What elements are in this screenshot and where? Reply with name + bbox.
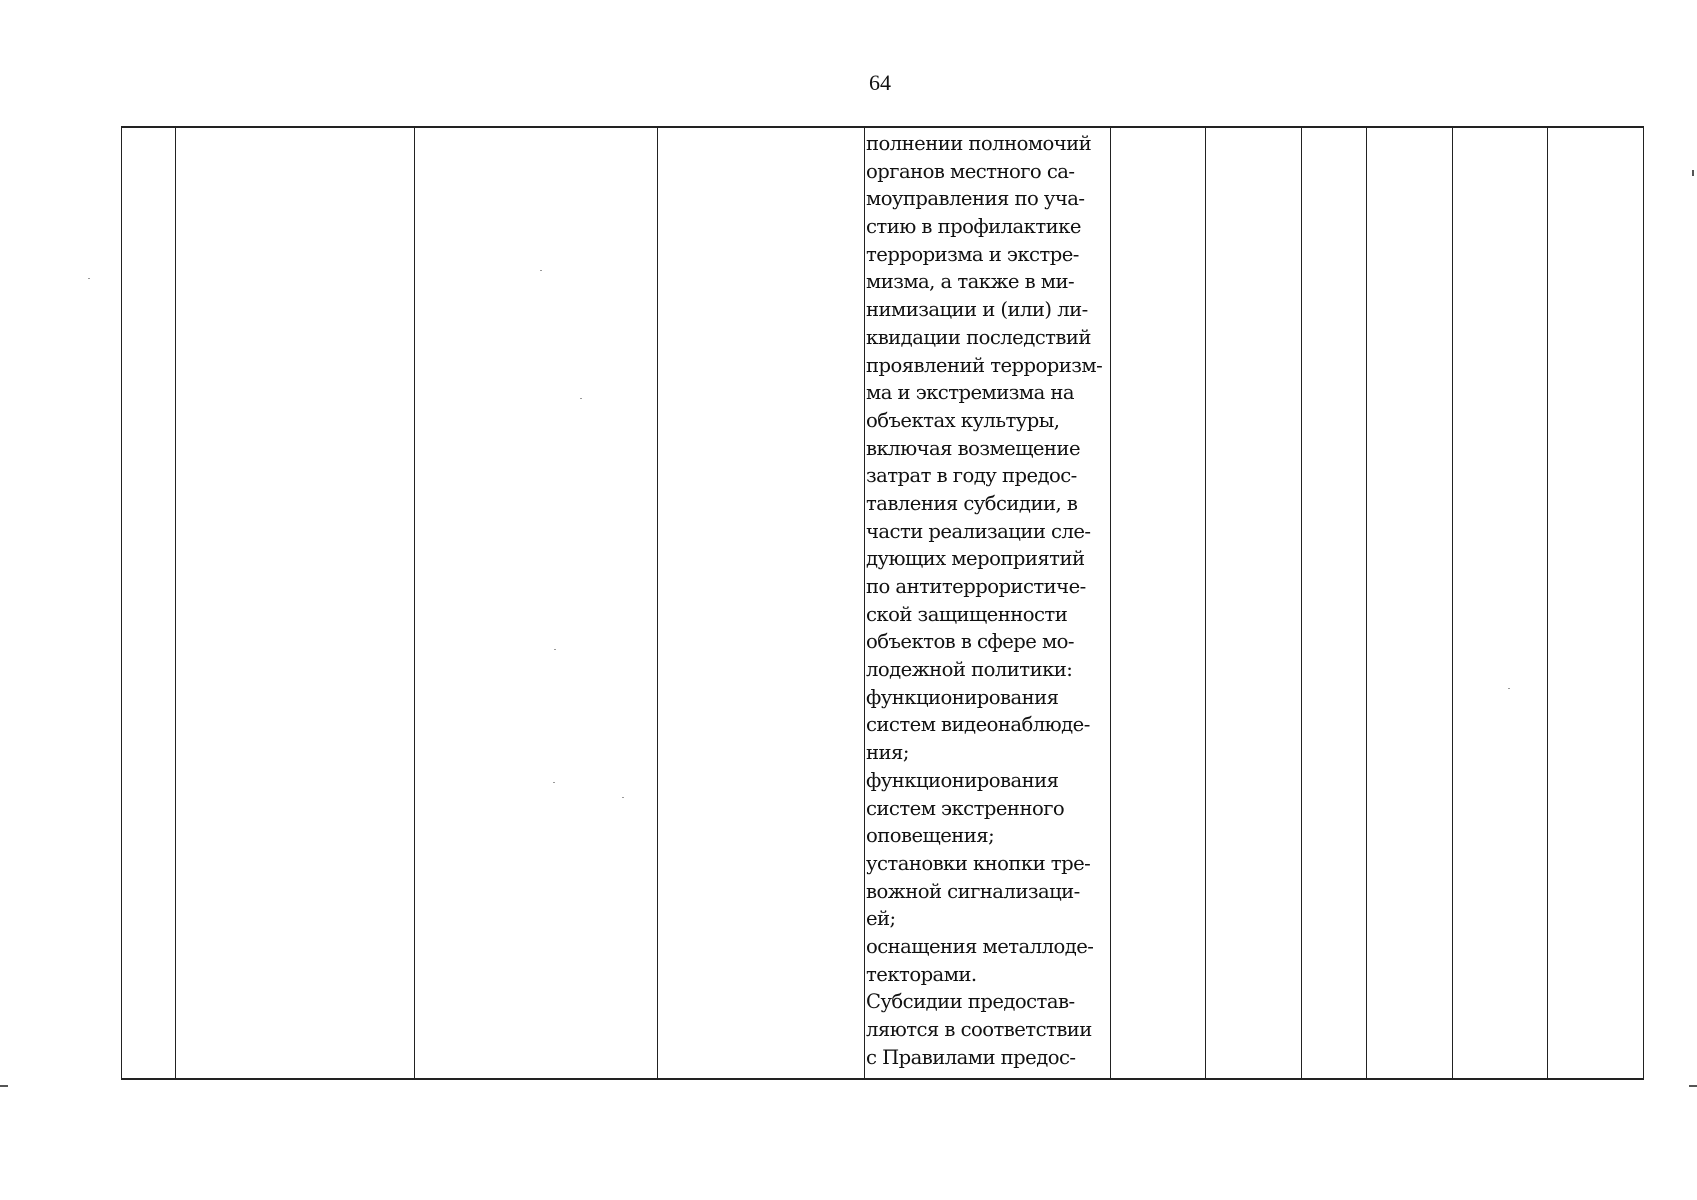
description-line: ма и экстремизма на xyxy=(866,381,1075,405)
scan-speck xyxy=(553,782,555,783)
table-column-line xyxy=(175,126,176,1080)
scan-speck xyxy=(622,797,624,798)
description-line: систем видеонаблюде- xyxy=(866,713,1090,737)
table-column-line xyxy=(657,126,658,1080)
description-line: систем экстренного xyxy=(866,796,1065,820)
description-line: мизма, а также в ми- xyxy=(866,270,1075,294)
scan-edge-mark xyxy=(1689,1085,1697,1087)
table-column-line xyxy=(121,126,122,1080)
description-line: полнении полномочий xyxy=(866,132,1092,155)
description-line: объектах культуры, xyxy=(866,408,1060,432)
table-column-line xyxy=(1205,126,1206,1080)
description-line: ской защищенности xyxy=(866,602,1068,626)
description-line: тавления субсидии, в xyxy=(866,491,1078,515)
description-line: ляются в соответствии xyxy=(866,1018,1092,1041)
description-line: нимизации и (или) ли- xyxy=(866,298,1088,322)
description-line: по антитеррористиче- xyxy=(866,575,1086,598)
description-line: органов местного са- xyxy=(866,159,1075,183)
description-line: моуправления по уча- xyxy=(866,187,1085,211)
table-column-line xyxy=(1110,126,1111,1080)
description-line: проявлений терроризм- xyxy=(866,353,1103,377)
description-line: части реализации сле- xyxy=(866,519,1091,543)
table-column-line xyxy=(1547,126,1548,1080)
table-column-line xyxy=(414,126,415,1080)
description-line: дующих мероприятий xyxy=(866,547,1085,571)
description-line: объектов в сфере мо- xyxy=(866,630,1074,654)
description-line: стию в профилактике xyxy=(866,215,1081,239)
description-line: включая возмещение xyxy=(866,436,1080,460)
table-column-line xyxy=(1452,126,1453,1080)
description-line: с Правилами предос- xyxy=(866,1045,1076,1069)
description-line: терроризма и экстре- xyxy=(866,242,1079,266)
scan-speck xyxy=(1508,688,1510,689)
description-line: функционирования xyxy=(866,768,1059,792)
description-line: функционирования xyxy=(866,685,1059,709)
description-line: установки кнопки тре- xyxy=(866,851,1091,875)
description-line: ей; xyxy=(866,907,896,931)
scan-speck xyxy=(88,278,90,279)
measure-description-cell xyxy=(866,130,1110,1076)
page-number: 64 xyxy=(869,70,891,95)
description-line: текторами. xyxy=(866,962,977,986)
scan-edge-mark xyxy=(1692,170,1694,176)
description-line: квидации последствий xyxy=(866,325,1091,349)
table-column-line xyxy=(1301,126,1302,1080)
scan-speck xyxy=(554,649,556,650)
table-column-line xyxy=(1366,126,1367,1080)
description-line: ния; xyxy=(866,741,909,765)
table-column-line xyxy=(864,126,865,1080)
table-column-line xyxy=(1643,126,1644,1080)
scan-speck xyxy=(540,270,542,271)
description-line: оповещения; xyxy=(866,824,995,848)
description-line: затрат в году предос- xyxy=(866,464,1077,488)
description-line: лодежной политики: xyxy=(866,658,1073,682)
scan-edge-mark xyxy=(0,1085,8,1087)
description-line: оснащения металлоде- xyxy=(866,934,1094,958)
scan-speck xyxy=(580,398,582,399)
description-line: Субсидии предостав- xyxy=(866,990,1075,1014)
description-line: вожной сигнализаци- xyxy=(866,879,1080,903)
